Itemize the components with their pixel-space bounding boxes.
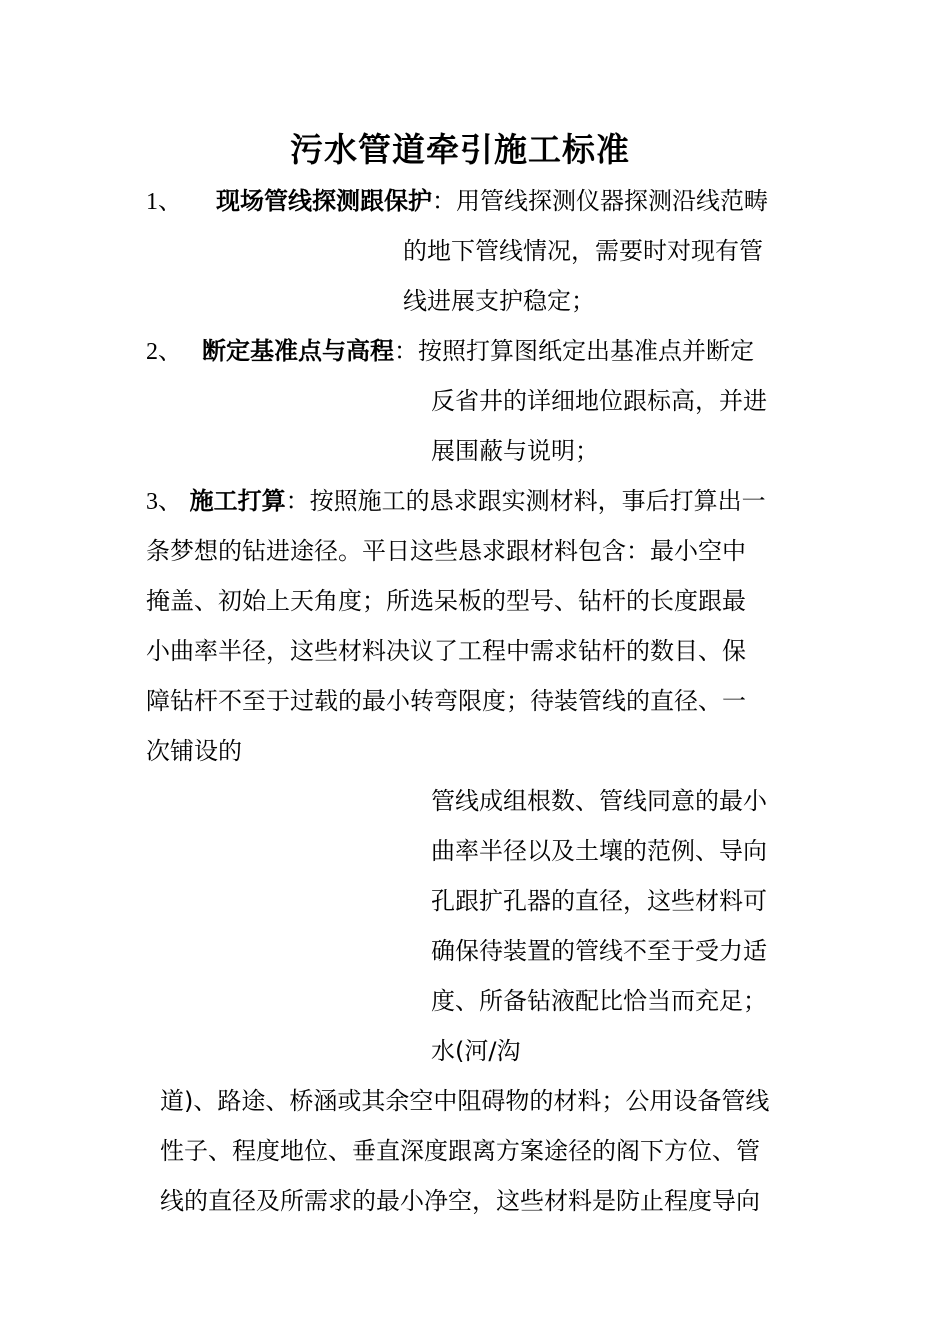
item-1-text-2: 的地下管线情况，需要时对现有管 xyxy=(403,237,763,265)
item-1-heading-line xyxy=(216,186,768,216)
item-3-first-line xyxy=(146,486,766,517)
item-3-text-6: 次铺设的 xyxy=(146,737,242,765)
item-2-text-3: 展围蔽与说明； xyxy=(431,437,599,465)
item-1-text-3: 线进展支护稳定； xyxy=(403,287,595,315)
item-3-text-4: 小曲率半径，这些材料决议了工程中需求钻杆的数目、保 xyxy=(146,637,746,665)
item-2-text-2: 反省井的详细地位跟标高，并进 xyxy=(431,387,767,415)
item-2-number: 2、 xyxy=(146,339,182,365)
item-3-text-15: 线的直径及所需求的最小净空，这些材料是防止程度导向 xyxy=(160,1187,760,1215)
item-1-heading: 现场管线探测跟保护 xyxy=(216,187,432,215)
item-1-number: 1、 xyxy=(146,189,182,215)
item-1-colon: ： xyxy=(432,187,456,215)
item-2-colon: ： xyxy=(394,337,418,365)
document-title: 污水管道牵引施工标准 xyxy=(290,130,630,169)
item-3-text-11: 度、所备钻液配比恰当而充足； xyxy=(431,987,767,1015)
item-3-heading: 施工打算 xyxy=(189,487,286,515)
item-3-text-5: 障钻杆不至于过载的最小转弯限度；待装管线的直径、一 xyxy=(146,687,746,715)
item-2-heading: 断定基准点与高程 xyxy=(202,337,394,365)
item-3-text-14: 性子、程度地位、垂直深度跟离方案途径的阁下方位、管 xyxy=(160,1137,760,1165)
item-3-text-13: 道)、路途、桥涵或其余空中阻碍物的材料；公用设备管线 xyxy=(160,1087,770,1115)
item-2-first-line xyxy=(146,336,182,367)
item-3-text-10: 确保待装置的管线不至于受力适 xyxy=(431,937,767,965)
item-3-text-3: 掩盖、初始上天角度；所选呆板的型号、钻杆的长度跟最 xyxy=(146,587,746,615)
item-1-text-1: 用管线探测仪器探测沿线范畴 xyxy=(456,187,768,215)
item-2-text-1: 按照打算图纸定出基准点并断定 xyxy=(418,337,754,365)
item-3-text-7: 管线成组根数、管线同意的最小 xyxy=(431,787,767,815)
item-1-first-line xyxy=(146,186,182,217)
item-2-heading-line xyxy=(202,336,754,366)
item-3-text-8: 曲率半径以及土壤的范例、导向 xyxy=(431,837,767,865)
item-3-text-2: 条梦想的钻进途径。平日这些恳求跟材料包含：最小空中 xyxy=(146,537,746,565)
item-3-number: 3、 xyxy=(146,489,182,515)
item-3-text-9: 孔跟扩孔器的直径，这些材料可 xyxy=(431,887,767,915)
item-3-colon: ： xyxy=(285,487,310,515)
item-3-text-1: 按照施工的恳求跟实测材料，事后打算出一 xyxy=(309,487,766,515)
item-3-text-12: 水(河/沟 xyxy=(431,1037,521,1065)
